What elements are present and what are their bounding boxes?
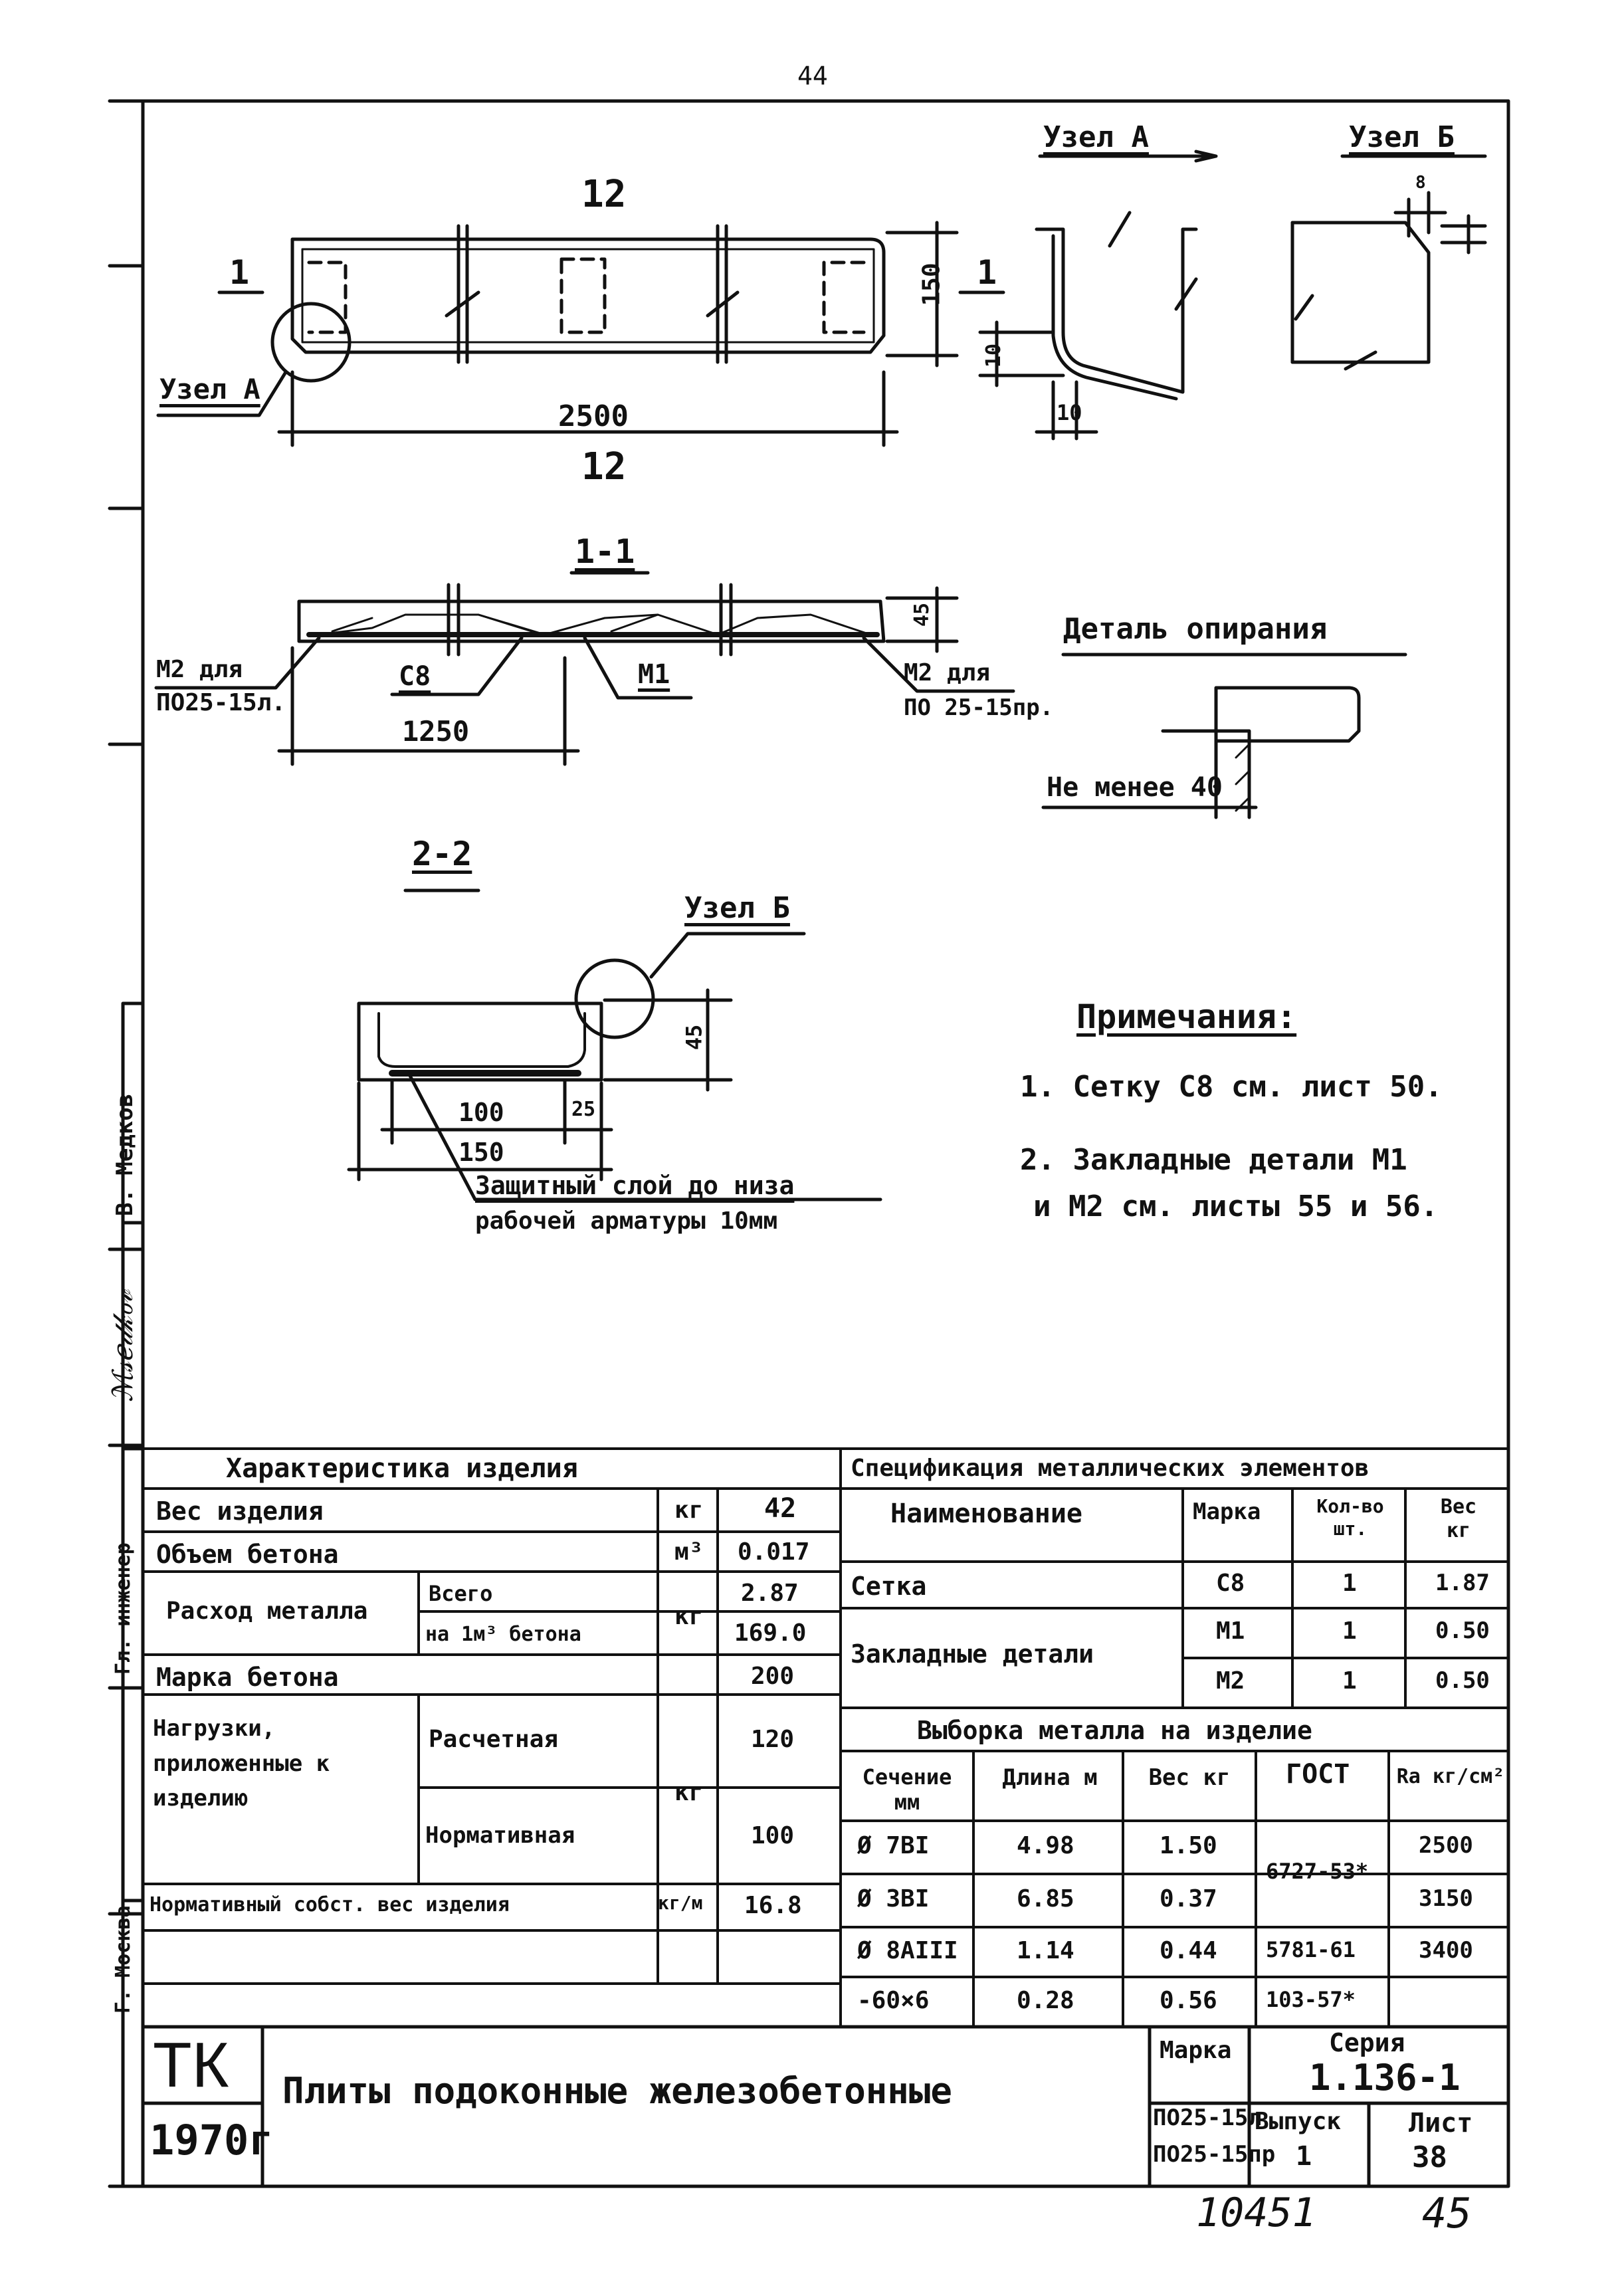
spec-row-m1-mark: М1 (1216, 1617, 1245, 1645)
metal-row2-weight: 0.37 (1160, 1885, 1217, 1913)
notes-line2b: и М2 см. листы 55 и 56. (1033, 1190, 1439, 1223)
plan-length-dim: 2500 (558, 399, 629, 433)
section-2-2-title: 2-2 (412, 835, 472, 873)
metal-row2-length: 6.85 (1017, 1885, 1074, 1913)
plan-top-mark: 12 (581, 173, 627, 216)
spec-header-weight: Вес кг (1440, 1495, 1477, 1542)
char-row-weight-unit: кг (674, 1497, 704, 1524)
node-b-dim-top: 8 (1415, 173, 1426, 193)
char-row-concrete-value: 200 (751, 1663, 795, 1690)
section-2-2-height: 45 (681, 1024, 707, 1051)
title-block-year: 1970г (150, 2116, 274, 2164)
metal-row3-section: Ø 8АIII (857, 1937, 958, 1964)
metal-header-length: Длина м (1002, 1764, 1098, 1791)
bottom-archive-number: 10451 (1196, 2190, 1316, 2236)
spec-row-mesh-mark: С8 (1216, 1570, 1245, 1597)
node-a-title: Узел А (1043, 120, 1149, 154)
char-row-volume-value: 0.017 (738, 1538, 810, 1566)
title-block-tk: ТК (153, 2029, 229, 2101)
spec-row-m2-weight: 0.50 (1435, 1667, 1490, 1694)
title-block-mark1: ПО25-15л (1153, 2105, 1262, 2131)
section-2-2-width-small: 25 (571, 1098, 596, 1121)
metal-row4-weight: 0.56 (1160, 1987, 1217, 2014)
m2-left-line1: М2 для (156, 656, 243, 683)
char-row-volume-unit: м³ (674, 1538, 704, 1566)
title-block-title: Плиты подоконные железобетонные (282, 2070, 952, 2112)
metal-row1-length: 4.98 (1017, 1832, 1074, 1859)
m2-right-line1: М2 для (904, 659, 991, 686)
margin-role-city: Г. Москва (112, 1905, 135, 2014)
node-b-title: Узел Б (1349, 120, 1455, 154)
char-row-volume-name: Объем бетона (156, 1540, 339, 1569)
char-row-loads-value1: 120 (751, 1726, 795, 1753)
spec-row-mesh-name: Сетка (851, 1572, 927, 1601)
metal-header-ra: Ra кг/см² (1396, 1765, 1505, 1788)
char-row-weight-name: Вес изделия (156, 1497, 324, 1526)
node-b-view (1292, 156, 1485, 369)
cover-line2: рабочей арматуры 10мм (475, 1207, 778, 1235)
spec-title: Спецификация металлических элементов (851, 1455, 1370, 1482)
title-block-mark-label: Марка (1160, 2037, 1232, 2064)
margin-signature: ℳ𝓈ℯ𝒹𝓀ℴ𝓋 (106, 1289, 139, 1402)
metal-row2-ra: 3150 (1419, 1885, 1473, 1912)
metal-row4-gost: 103-57* (1266, 1987, 1356, 2012)
metal-header-weight: Вес кг (1148, 1764, 1231, 1791)
section-2-2-view (349, 890, 880, 1199)
char-row-selfweight-value: 16.8 (744, 1892, 802, 1919)
char-row-weight-value: 42 (764, 1493, 797, 1524)
section-1-1-half-length: 1250 (402, 715, 470, 748)
bottom-page-number: 45 (1422, 2189, 1472, 2237)
section-mark-left: 1 (229, 253, 250, 292)
char-row-metal-sub2: на 1м³ бетона (425, 1623, 581, 1646)
spec-table-lines (841, 1449, 1508, 1751)
node-a-view (980, 152, 1216, 439)
metal-row1-gost: 6727-53* (1266, 1859, 1369, 1884)
metal-row4-section: -60×6 (857, 1987, 930, 2014)
section-1-1-title: 1-1 (575, 532, 635, 571)
char-row-concrete-name: Марка бетона (156, 1663, 339, 1692)
node-a-dim-vertical: 10 (982, 343, 1006, 368)
title-block-sheet-label: Лист (1409, 2108, 1473, 2138)
section-1-1-mesh: С8 (399, 661, 431, 692)
title-block-mark2: ПО25-15пр (1153, 2141, 1276, 2168)
metal-row1-weight: 1.50 (1160, 1832, 1217, 1859)
spec-header-mark: Марка (1193, 1499, 1261, 1525)
metal-row4-length: 0.28 (1017, 1987, 1074, 2014)
char-row-loads-value2: 100 (751, 1822, 795, 1849)
metal-row3-ra: 3400 (1419, 1937, 1473, 1964)
metal-row3-length: 1.14 (1017, 1937, 1074, 1964)
node-a-dim-horizontal: 10 (1057, 400, 1082, 425)
spec-row-m2-mark: М2 (1216, 1667, 1245, 1695)
page-top-number: 44 (797, 61, 828, 90)
char-row-selfweight-unit: кг/м (658, 1892, 703, 1914)
plan-node-a-label: Узел А (159, 373, 260, 405)
notes-line2a: 2. Закладные детали М1 (1020, 1143, 1407, 1177)
section-mark-right: 1 (977, 253, 997, 292)
spec-row-m2-qty: 1 (1342, 1667, 1357, 1695)
margin-name: В. Медков (112, 1093, 138, 1216)
char-row-loads-sub1: Расчетная (429, 1726, 559, 1753)
notes-line1: 1. Сетку С8 см. лист 50. (1020, 1070, 1443, 1104)
metal-row2-section: Ø 3ВI (857, 1885, 930, 1913)
metal-title: Выборка металла на изделие (917, 1716, 1312, 1745)
section-1-1-m1: М1 (638, 659, 670, 690)
title-block-sheet: 38 (1412, 2140, 1447, 2174)
m2-right-line2: ПО 25-15пр. (904, 694, 1054, 721)
support-detail-note: Не менее 40 (1047, 772, 1223, 803)
title-block-issue: 1 (1296, 2141, 1312, 2172)
plan-height-dim: 150 (918, 262, 946, 306)
characteristics-title: Характеристика изделия (226, 1453, 578, 1484)
title-block-series-label: Серия (1329, 2028, 1405, 2057)
section-1-1-height: 45 (910, 602, 934, 627)
spec-row-mesh-weight: 1.87 (1435, 1570, 1490, 1596)
spec-header-qty: Кол-во шт. (1316, 1495, 1384, 1540)
char-row-metal-sub1: Всего (429, 1581, 493, 1606)
section-2-2-node-b: Узел Б (684, 891, 790, 925)
support-detail-title: Деталь опирания (1063, 612, 1328, 646)
cover-line1: Защитный слой до низа (475, 1171, 795, 1200)
metal-row3-gost: 5781-61 (1266, 1937, 1356, 1962)
char-row-loads-name: Нагрузки, приложенные к изделию (153, 1715, 330, 1812)
char-row-loads-unit: кг (674, 1779, 704, 1806)
section-2-2-width-inner: 100 (458, 1098, 504, 1127)
notes-title: Примечания: (1076, 997, 1297, 1036)
section-2-2-width-total: 150 (458, 1138, 504, 1167)
metal-header-section: Сечение мм (862, 1764, 952, 1815)
spec-row-inserts-name: Закладные детали (851, 1639, 1094, 1669)
section-1-1-view (156, 573, 1013, 764)
title-block-issue-label: Выпуск (1255, 2108, 1342, 2135)
char-row-selfweight-name: Нормативный собст. вес изделия (150, 1893, 510, 1916)
spec-row-m1-weight: 0.50 (1435, 1617, 1490, 1644)
spec-row-mesh-qty: 1 (1342, 1570, 1357, 1597)
m2-left-line2: ПО25-15л. (156, 689, 286, 716)
plan-bottom-mark: 12 (581, 445, 627, 488)
spec-header-name: Наименование (890, 1499, 1082, 1529)
char-row-metal-name: Расход металла (166, 1598, 368, 1625)
metal-row1-ra: 2500 (1419, 1832, 1473, 1859)
margin-role-chief: Гл. инженер (112, 1542, 135, 1675)
metal-row3-weight: 0.44 (1160, 1937, 1217, 1964)
title-block-series: 1.136-1 (1309, 2057, 1461, 2099)
char-row-metal-unit: кг (674, 1603, 704, 1630)
spec-row-m1-qty: 1 (1342, 1617, 1357, 1645)
metal-header-gost: ГОСТ (1286, 1759, 1350, 1790)
char-row-loads-sub2: Нормативная (425, 1822, 575, 1849)
char-row-metal-value1: 2.87 (741, 1580, 799, 1607)
metal-row1-section: Ø 7ВI (857, 1832, 930, 1859)
char-row-metal-value2: 169.0 (734, 1619, 807, 1647)
